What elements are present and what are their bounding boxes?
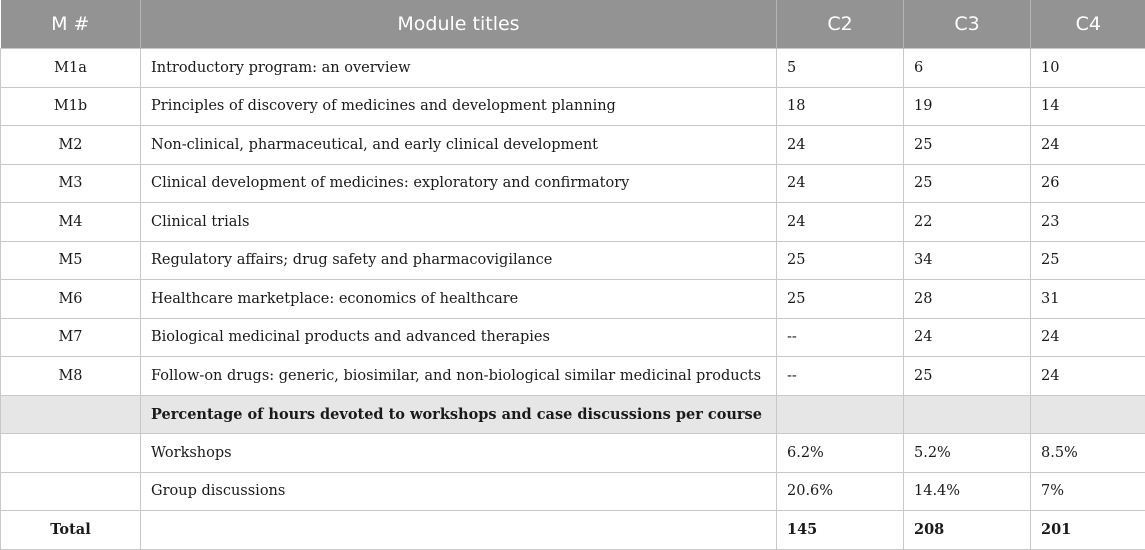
module-title-cell: Clinical development of medicines: exploratory and confirmatory (141, 164, 777, 203)
c2-cell: 18 (777, 87, 904, 126)
c3-cell (904, 395, 1031, 434)
table-row (1, 357, 1145, 396)
module-number-cell: M7 (1, 318, 141, 357)
c3-cell: 25 (904, 126, 1031, 165)
header-module-number: M # (1, 0, 141, 49)
module-number-cell: M3 (1, 164, 141, 203)
c4-cell: 24 (1031, 126, 1145, 165)
c2-cell (777, 395, 904, 434)
header-c4: C4 (1031, 0, 1145, 49)
c3-cell: 5.2% (904, 434, 1031, 473)
c4-cell: 24 (1031, 357, 1145, 396)
table-row (1, 87, 1145, 126)
module-title-cell: Non-clinical, pharmaceutical, and early clinical development (141, 126, 777, 165)
table-row (1, 241, 1145, 280)
c4-cell: 25 (1031, 241, 1145, 280)
module-title-cell: Clinical trials (141, 203, 777, 242)
module-title-cell (141, 511, 777, 550)
table-row (1, 203, 1145, 242)
c4-cell (1031, 395, 1145, 434)
module-number-cell: M1a (1, 49, 141, 88)
c2-cell: 24 (777, 164, 904, 203)
c4-cell: 23 (1031, 203, 1145, 242)
module-title-cell: Regulatory affairs; drug safety and pharmacovigilance (141, 241, 777, 280)
module-number-cell: M4 (1, 203, 141, 242)
c3-cell: 25 (904, 164, 1031, 203)
c3-cell: 25 (904, 357, 1031, 396)
c4-cell: 26 (1031, 164, 1145, 203)
c2-cell: 24 (777, 126, 904, 165)
module-title-cell: Group discussions (141, 472, 777, 511)
c2-cell: 25 (777, 241, 904, 280)
c2-total-cell: 145 (777, 511, 904, 550)
c4-total-cell: 201 (1031, 511, 1145, 550)
section-title-cell: Percentage of hours devoted to workshops and case discussions per course (141, 395, 777, 434)
module-number-cell: M6 (1, 280, 141, 319)
header-c2: C2 (777, 0, 904, 49)
c2-cell: -- (777, 318, 904, 357)
module-title-cell: Workshops (141, 434, 777, 473)
c4-cell: 7% (1031, 472, 1145, 511)
c2-cell: 20.6% (777, 472, 904, 511)
c2-cell: 25 (777, 280, 904, 319)
c4-cell: 8.5% (1031, 434, 1145, 473)
module-number-cell (1, 434, 141, 473)
section-header-row (1, 395, 1145, 434)
module-number-cell: M5 (1, 241, 141, 280)
c3-cell: 6 (904, 49, 1031, 88)
module-title-cell: Biological medicinal products and advanced therapies (141, 318, 777, 357)
total-label-cell: Total (1, 511, 141, 550)
table-row (1, 472, 1145, 511)
module-number-cell: M1b (1, 87, 141, 126)
c3-cell: 14.4% (904, 472, 1031, 511)
table-row (1, 280, 1145, 319)
header-c3: C3 (904, 0, 1031, 49)
table-row (1, 126, 1145, 165)
module-title-cell: Principles of discovery of medicines and development planning (141, 87, 777, 126)
table-row (1, 318, 1145, 357)
c4-cell: 31 (1031, 280, 1145, 319)
c3-cell: 34 (904, 241, 1031, 280)
module-title-cell: Follow-on drugs: generic, biosimilar, and non-biological similar medicinal products (141, 357, 777, 396)
total-row (1, 511, 1145, 550)
module-number-cell: M8 (1, 357, 141, 396)
module-number-cell: M2 (1, 126, 141, 165)
c4-cell: 14 (1031, 87, 1145, 126)
table-row (1, 434, 1145, 473)
module-number-cell (1, 472, 141, 511)
c2-cell: -- (777, 357, 904, 396)
header-row (1, 0, 1145, 49)
c2-cell: 24 (777, 203, 904, 242)
module-title-cell: Healthcare marketplace: economics of healthcare (141, 280, 777, 319)
c3-cell: 24 (904, 318, 1031, 357)
module-number-cell (1, 395, 141, 434)
c2-cell: 6.2% (777, 434, 904, 473)
c4-cell: 10 (1031, 49, 1145, 88)
table-row (1, 49, 1145, 88)
table-row (1, 164, 1145, 203)
c3-total-cell: 208 (904, 511, 1031, 550)
c2-cell: 5 (777, 49, 904, 88)
c3-cell: 19 (904, 87, 1031, 126)
module-title-cell: Introductory program: an overview (141, 49, 777, 88)
c4-cell: 24 (1031, 318, 1145, 357)
c3-cell: 22 (904, 203, 1031, 242)
header-module-titles: Module titles (141, 0, 777, 49)
c3-cell: 28 (904, 280, 1031, 319)
